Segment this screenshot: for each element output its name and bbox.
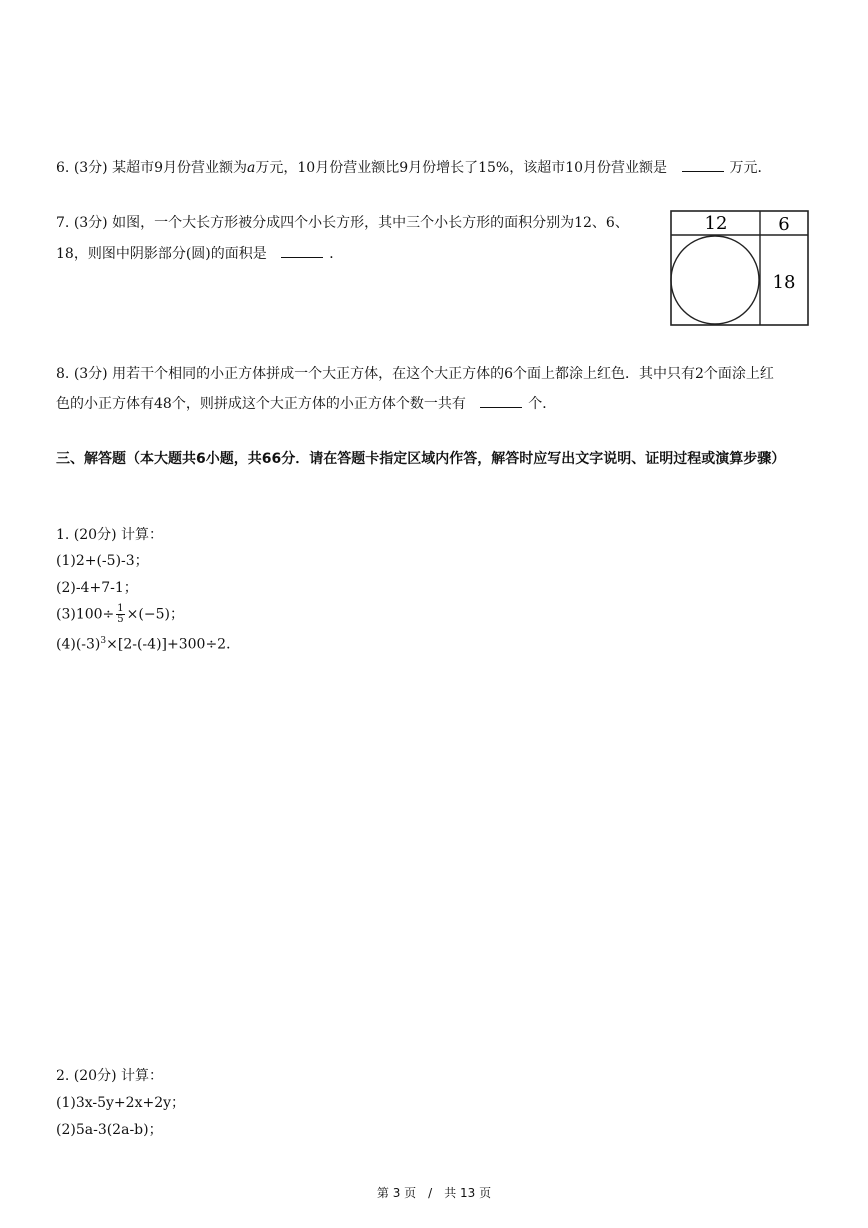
problem-1-item-3 <box>56 604 184 625</box>
q6-text-b: 万元，10月份营业额比9月份增长了15%，该超市10月份营业额是 <box>255 160 668 176</box>
q8-score: (3分) <box>73 366 108 382</box>
problem-1-heading: 1. (20分) 计算： <box>56 527 163 543</box>
item-4-part-b: ×[2-(-4)]+300÷2． <box>106 636 241 653</box>
exponent: 3 <box>100 636 107 646</box>
question-8-line2 <box>56 394 556 414</box>
question-6 <box>56 158 772 178</box>
q8-answer-blank[interactable] <box>480 395 522 408</box>
q6-number: 6. <box>56 160 70 176</box>
fraction-denominator: 5 <box>117 614 124 625</box>
q6-variable: a <box>247 160 256 176</box>
section-3-heading: 三、解答题（本大题共6小题，共66分．请在答题卡指定区域内作答，解答时应写出文字说明、证明过程或演算步骤） <box>56 451 786 467</box>
item-3-part-a: (3)100÷ <box>56 606 115 623</box>
q6-after-blank: 万元． <box>729 160 772 176</box>
q8-number: 8. <box>56 366 70 382</box>
question-8-line1 <box>56 364 774 384</box>
shaded-circle <box>671 236 759 324</box>
q7-text-line1: 如图，一个大长方形被分成四个小长方形，其中三个小长方形的面积分别为12、6、 <box>112 215 629 231</box>
problem-2-item-1: (1)3x-5y+2x+2y； <box>56 1095 186 1111</box>
item-3-part-b: ×(−5)； <box>126 606 184 623</box>
problem-2-heading: 2. (20分) 计算： <box>56 1068 163 1084</box>
problem-1-item-2: (2)-4+7-1； <box>56 580 138 596</box>
problem-1-item-1: (1)2+(-5)-3； <box>56 553 149 569</box>
label-12: 12 <box>704 213 728 234</box>
q7-score: (3分) <box>73 215 108 231</box>
label-6: 6 <box>778 214 790 235</box>
q8-text-line1: 用若干个相同的小正方体拼成一个大正方体，在这个大正方体的6个面上都涂上红色．其中只有2个面涂上红 <box>112 366 774 382</box>
label-18: 18 <box>772 272 796 293</box>
q6-answer-blank[interactable] <box>682 159 724 172</box>
q8-text-line2: 色的小正方体有48个，则拼成这个大正方体的小正方体个数一共有 <box>56 396 466 412</box>
q6-text-a: 某超市9月份营业额为 <box>112 160 248 176</box>
page-footer: 第 3 页 / 共 13 页 <box>376 1186 492 1200</box>
q7-text-line2: 18，则图中阴影部分(圆)的面积是 <box>56 246 267 262</box>
problem-2-item-2: (2)5a-3(2a-b)； <box>56 1122 163 1138</box>
q6-score: (3分) <box>73 160 108 176</box>
fraction <box>116 604 124 625</box>
q7-answer-blank[interactable] <box>281 245 323 258</box>
q7-number: 7. <box>56 215 70 231</box>
item-4-part-a: (4)(-3) <box>56 636 101 653</box>
q8-after-blank: 个． <box>528 396 557 412</box>
question-7-line2 <box>56 244 343 264</box>
question-7-line1 <box>56 213 629 233</box>
q7-rectangle-figure <box>670 210 810 332</box>
fraction-numerator: 1 <box>117 603 124 614</box>
problem-1-item-4 <box>56 631 240 655</box>
q7-after-blank: ． <box>329 246 344 262</box>
